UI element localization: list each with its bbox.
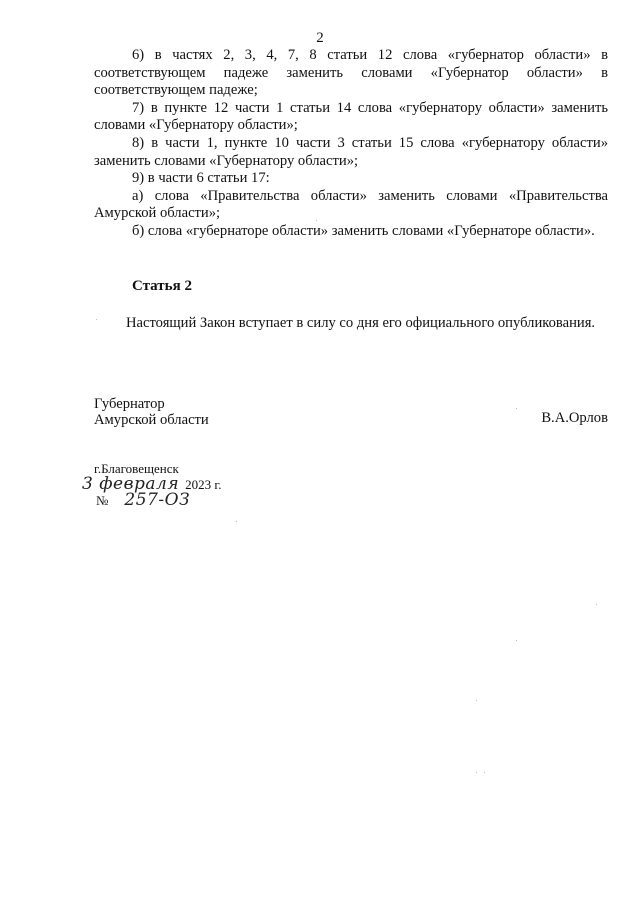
scan-speck bbox=[316, 220, 317, 221]
handwritten-date: 3 февраля bbox=[82, 474, 180, 494]
amendment-subparagraph-b: б) слова «губернаторе области» заменить словами «Губернаторе области». bbox=[132, 222, 595, 239]
signatory-position bbox=[94, 396, 209, 428]
number-label: № bbox=[96, 493, 109, 508]
page-number: 2 bbox=[316, 30, 324, 46]
signatory-name: В.А.Орлов bbox=[541, 410, 608, 426]
handwritten-law-number: 257-ОЗ bbox=[124, 490, 191, 510]
article-title: Статья 2 bbox=[132, 278, 192, 294]
law-number bbox=[96, 490, 190, 510]
amendment-paragraph-9: 9) в части 6 статьи 17: bbox=[132, 170, 270, 187]
amendment-paragraph-8: 8) в части 1, пункте 10 части 3 статьи 15 слова «губернатору области» заменить словами «Губернатору области»; bbox=[94, 134, 608, 169]
amendment-paragraph-7: 7) в пункте 12 части 1 статьи 14 слова «губернатору области» заменить словами «Губернатору области»; bbox=[94, 99, 608, 134]
scan-speck bbox=[476, 772, 477, 773]
scan-speck bbox=[596, 604, 597, 605]
scan-speck bbox=[476, 700, 477, 701]
signatory-position-line1: Губернатор bbox=[94, 396, 165, 412]
amendment-subparagraph-a: а) слова «Правительства области» заменить словами «Правительства Амурской области»; bbox=[94, 187, 608, 222]
scan-speck bbox=[484, 772, 485, 773]
amendments-list bbox=[94, 47, 608, 241]
signatory-position-line2: Амурской области bbox=[94, 412, 209, 428]
scan-speck bbox=[96, 319, 97, 320]
article-text: Настоящий Закон вступает в силу со дня его официального опубликования. bbox=[126, 315, 596, 331]
scan-speck bbox=[516, 640, 517, 641]
scan-speck bbox=[236, 521, 237, 522]
city: г.Благовещенск bbox=[94, 461, 179, 476]
date-year: 2023 г. bbox=[185, 477, 222, 492]
amendment-paragraph-6: 6) в частях 2, 3, 4, 7, 8 статьи 12 слова «губернатор области» в соответствующем падеже заменить словами «Губернатор области» в соответствующем падеже; bbox=[94, 47, 608, 99]
scan-speck bbox=[516, 408, 517, 409]
